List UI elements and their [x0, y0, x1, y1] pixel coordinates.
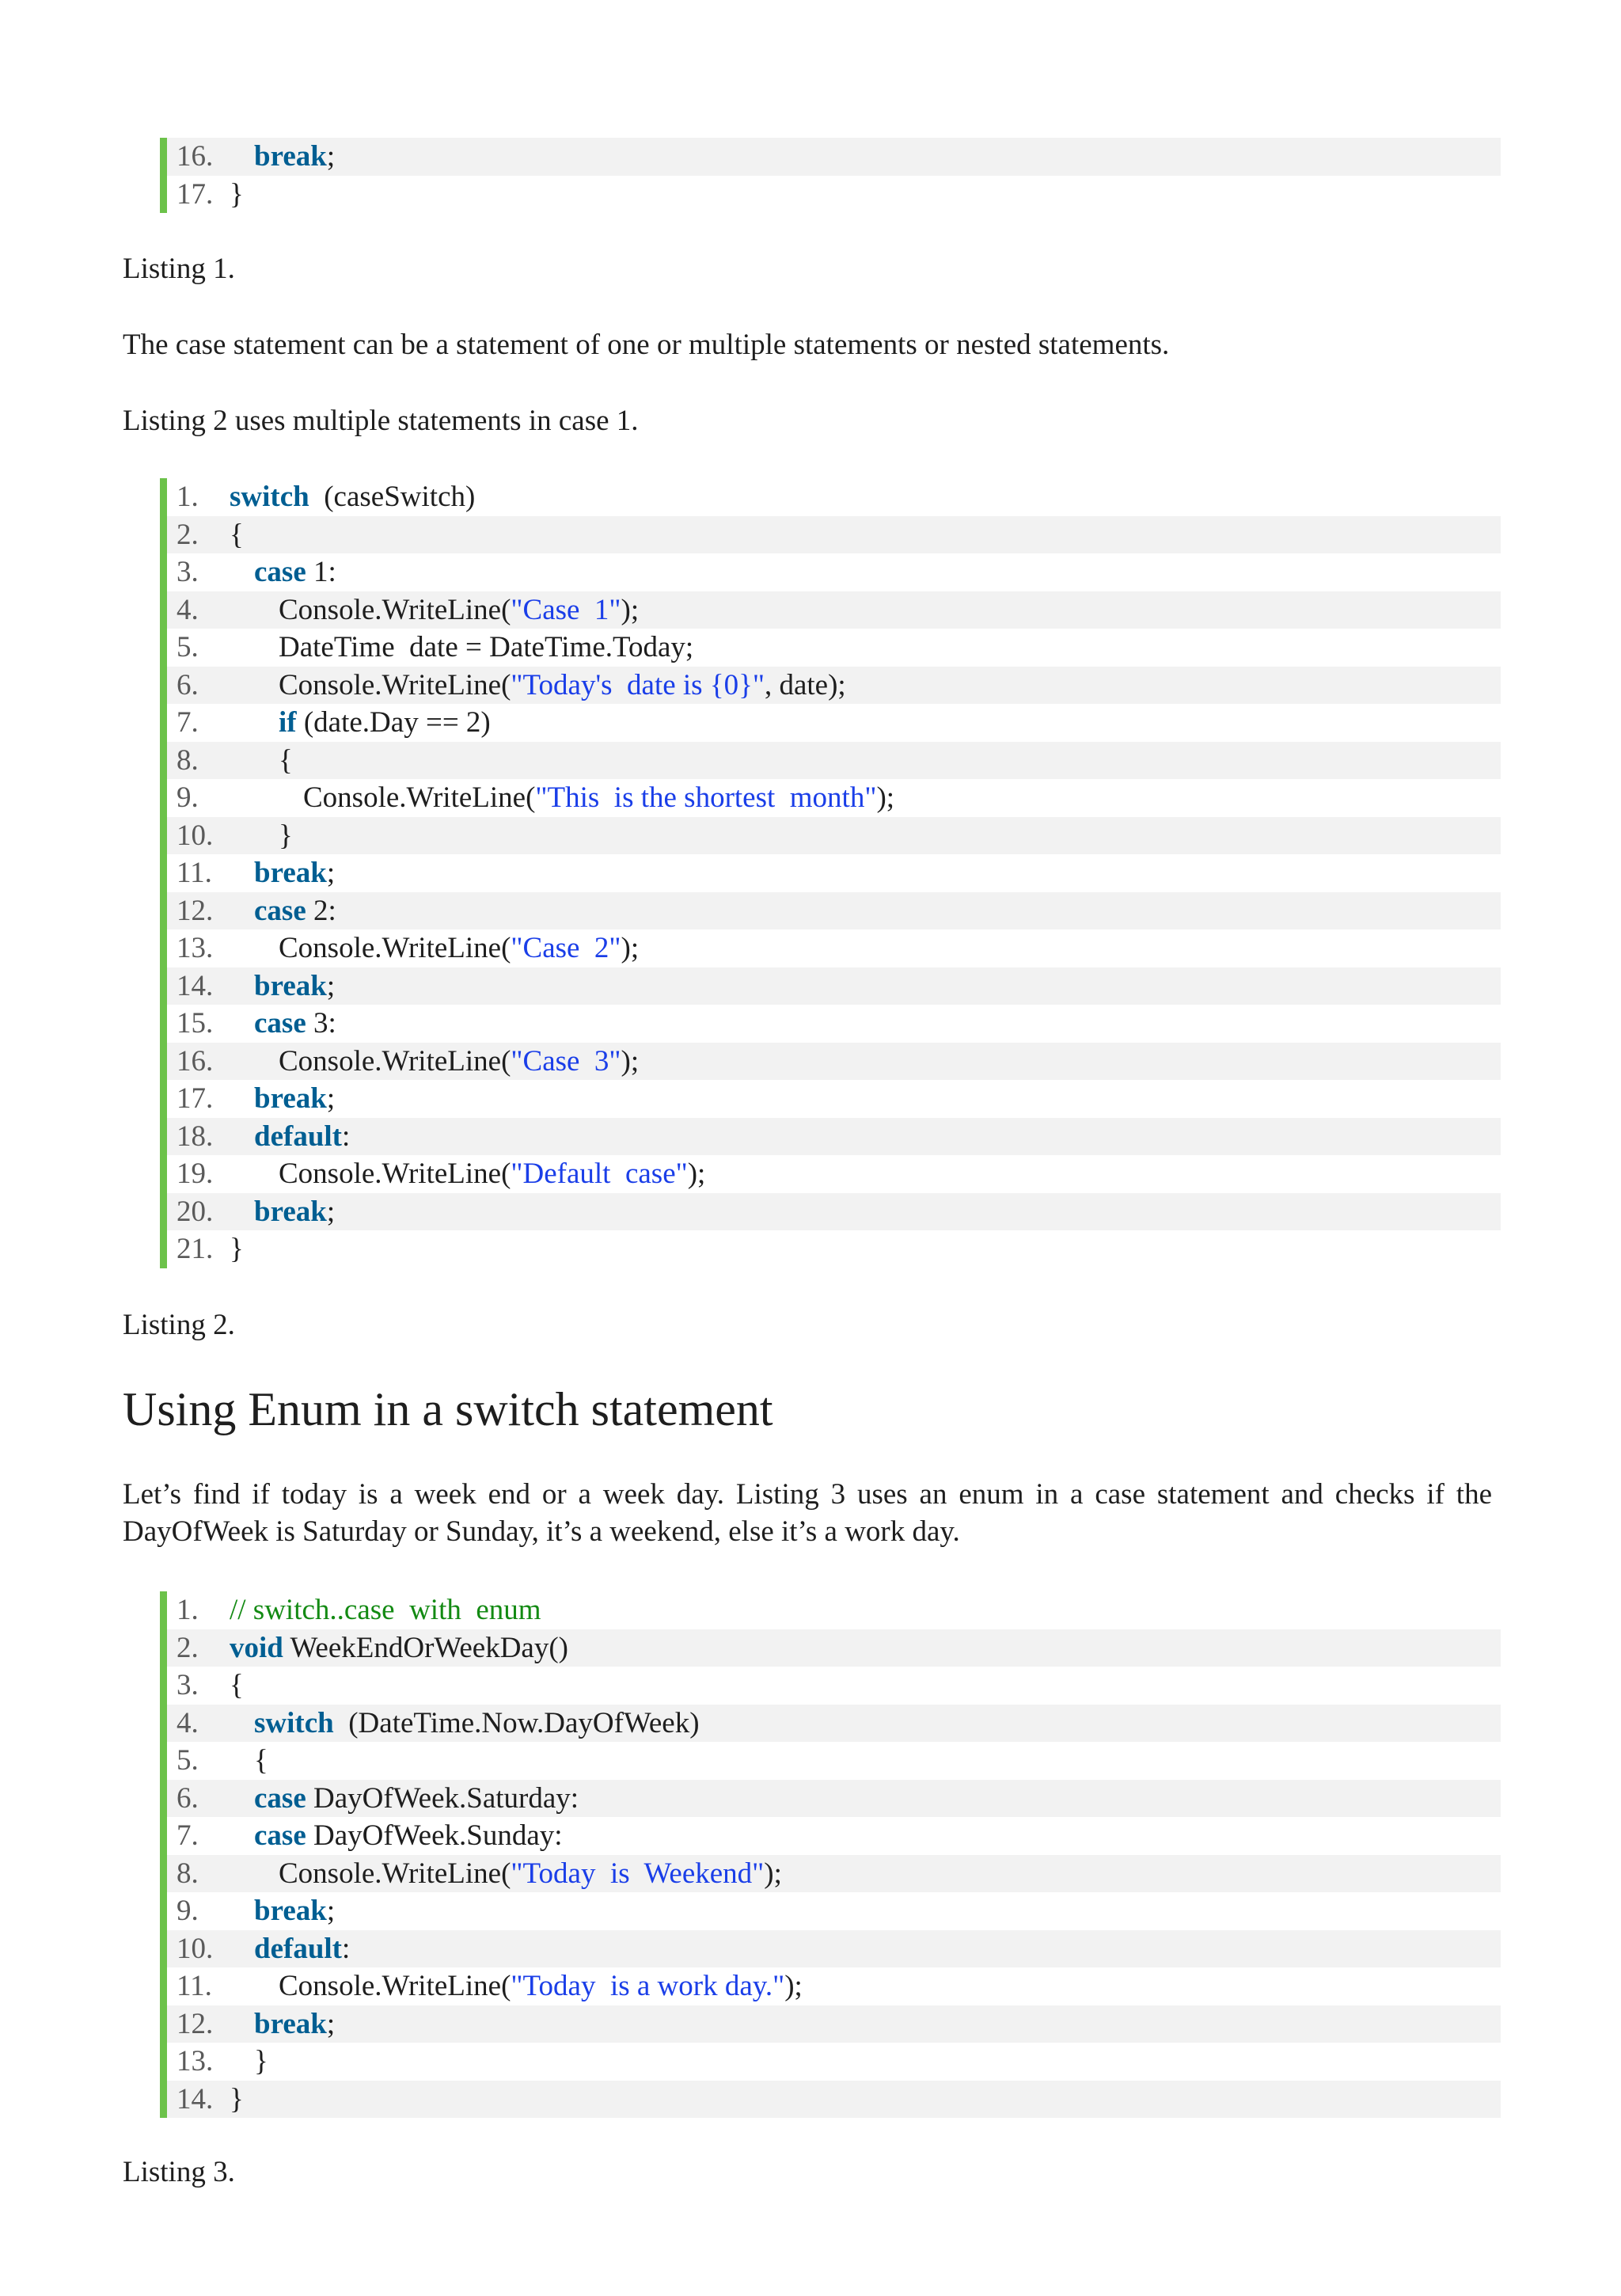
code-text	[230, 1970, 803, 2002]
line-number: 10.	[177, 1932, 214, 1965]
code-line	[167, 138, 1501, 176]
code-text	[230, 1857, 782, 1890]
code-text	[230, 1707, 700, 1739]
code-token: ;	[326, 1895, 336, 1927]
section-heading: Using Enum in a switch statement	[123, 1383, 773, 1435]
code-line	[167, 553, 1501, 591]
code-line	[167, 1118, 1501, 1156]
code-token: ;	[326, 1082, 336, 1115]
code-text	[230, 1007, 336, 1040]
code-line	[167, 176, 1501, 214]
code-token: }	[279, 819, 293, 852]
code-token: Console.WriteLine(	[279, 593, 511, 626]
code-token: {	[254, 1744, 268, 1777]
line-number: 6.	[177, 1781, 199, 1815]
line-number: 4.	[177, 1706, 199, 1739]
line-number: 14.	[177, 2082, 214, 2115]
code-string: "Case 2"	[511, 932, 621, 964]
code-keyword: case	[254, 1819, 306, 1852]
code-token: }	[230, 1233, 244, 1265]
code-token: 3:	[306, 1007, 336, 1040]
code-line	[167, 629, 1501, 667]
code-line	[167, 1155, 1501, 1193]
code-token: );	[764, 1857, 782, 1890]
code-token: (caseSwitch)	[309, 481, 476, 513]
line-number: 11.	[177, 857, 212, 889]
line-number: 20.	[177, 1195, 214, 1228]
code-listing-2	[160, 478, 1501, 1268]
code-text	[230, 140, 335, 173]
line-number: 13.	[177, 932, 214, 964]
line-number: 7.	[177, 706, 199, 739]
code-keyword: break	[254, 140, 327, 173]
code-line	[167, 1043, 1501, 1081]
code-string: "Today is Weekend"	[511, 1857, 765, 1890]
code-text	[230, 932, 639, 964]
code-text	[230, 631, 693, 663]
code-token: (date.Day == 2)	[296, 706, 491, 739]
line-number: 9.	[177, 1895, 199, 1927]
code-token: }	[230, 177, 244, 211]
code-string: "This is the shortest month"	[535, 781, 877, 814]
code-line	[167, 1705, 1501, 1743]
code-token: Console.WriteLine(	[303, 781, 536, 814]
code-line	[167, 667, 1501, 705]
code-text	[230, 1744, 268, 1777]
code-token: {	[230, 518, 244, 551]
code-text	[230, 2045, 268, 2077]
code-token: Console.WriteLine(	[279, 1857, 511, 1890]
line-number: 1.	[177, 481, 199, 513]
code-token: ;	[326, 857, 336, 889]
code-keyword: case	[254, 1007, 306, 1040]
code-string: "Case 1"	[511, 593, 621, 626]
code-line	[167, 2005, 1501, 2043]
line-number: 12.	[177, 2007, 214, 2040]
code-line	[167, 2081, 1501, 2119]
code-line	[167, 817, 1501, 855]
code-keyword: break	[254, 969, 327, 1002]
code-text	[230, 1594, 541, 1626]
listing-3-caption: Listing 3.	[123, 2156, 235, 2188]
code-line	[167, 1892, 1501, 1930]
code-line	[167, 1817, 1501, 1855]
code-keyword: break	[254, 1895, 327, 1927]
code-text	[230, 781, 894, 814]
code-text	[230, 1669, 244, 1701]
code-token: 1:	[306, 556, 336, 588]
code-line	[167, 967, 1501, 1005]
code-line	[167, 1967, 1501, 2005]
line-number: 7.	[177, 1819, 199, 1852]
code-line	[167, 1780, 1501, 1818]
paragraph-enum-intro: Let’s find if today is a week end or a week day. Listing 3 uses an enum in a case statement and checks if the DayOfWeek is Saturday or Sunday, it’s a weekend, else it’s a work day.	[123, 1478, 1492, 1548]
code-keyword: break	[254, 1195, 327, 1228]
code-text	[230, 2083, 244, 2115]
code-text	[230, 819, 293, 852]
paragraph-listing-2-intro: Listing 2 uses multiple statements in case 1.	[123, 405, 639, 437]
listing-1-caption: Listing 1.	[123, 253, 235, 285]
code-text	[230, 1895, 335, 1927]
code-line	[167, 478, 1501, 516]
code-text	[230, 1196, 335, 1228]
line-number: 12.	[177, 894, 214, 927]
code-token: DateTime date = DateTime.Today;	[279, 631, 694, 663]
code-line	[167, 1742, 1501, 1780]
code-listing-3	[160, 1591, 1501, 2118]
line-number: 2.	[177, 1631, 199, 1664]
code-text	[230, 706, 491, 739]
code-text	[230, 744, 293, 777]
code-line	[167, 779, 1501, 817]
code-line	[167, 742, 1501, 780]
code-line	[167, 1193, 1501, 1231]
code-token: WeekEndOrWeekDay()	[283, 1631, 568, 1664]
line-number: 17.	[177, 177, 214, 211]
code-line	[167, 591, 1501, 629]
code-token: Console.WriteLine(	[279, 668, 511, 701]
code-text	[230, 1632, 568, 1664]
code-text	[230, 1819, 563, 1852]
code-token: );	[687, 1158, 706, 1190]
code-token: DayOfWeek.Sunday:	[306, 1819, 563, 1852]
code-text	[230, 970, 335, 1002]
code-line	[167, 892, 1501, 930]
code-token: {	[279, 743, 293, 777]
code-text	[230, 481, 475, 513]
line-number: 21.	[177, 1233, 214, 1265]
line-number: 2.	[177, 518, 199, 551]
code-text	[230, 895, 336, 927]
code-comment: // switch..case with enum	[230, 1594, 541, 1626]
code-string: "Today's date is {0}"	[511, 668, 765, 701]
line-number: 1.	[177, 1594, 199, 1626]
code-token: ;	[326, 969, 336, 1002]
code-keyword: break	[254, 2007, 327, 2040]
code-line	[167, 704, 1501, 742]
code-text	[230, 1082, 335, 1115]
line-number: 8.	[177, 1857, 199, 1890]
code-token: {	[230, 1669, 244, 1701]
listing-2-caption: Listing 2.	[123, 1309, 235, 1341]
line-number: 15.	[177, 1007, 214, 1040]
code-text	[230, 594, 639, 626]
line-number: 8.	[177, 743, 199, 777]
code-token: );	[784, 1970, 803, 2002]
code-line	[167, 516, 1501, 554]
code-keyword: break	[254, 857, 327, 889]
code-line	[167, 854, 1501, 892]
code-line	[167, 1230, 1501, 1268]
code-token: ;	[326, 2007, 336, 2040]
code-line	[167, 1591, 1501, 1629]
line-number: 5.	[177, 631, 199, 663]
code-line	[167, 2043, 1501, 2081]
code-token: :	[342, 1119, 351, 1153]
code-string: "Today is a work day."	[511, 1970, 785, 2002]
line-number: 14.	[177, 969, 214, 1002]
line-number: 13.	[177, 2045, 214, 2077]
code-line	[167, 1930, 1501, 1968]
code-keyword: case	[254, 894, 306, 927]
code-keyword: void	[230, 1631, 283, 1664]
line-number: 3.	[177, 1669, 199, 1701]
code-text	[230, 178, 244, 211]
code-token: );	[621, 593, 640, 626]
line-number: 9.	[177, 781, 199, 814]
code-token: (DateTime.Now.DayOfWeek)	[333, 1706, 700, 1739]
line-number: 10.	[177, 819, 214, 852]
code-token: }	[230, 2082, 244, 2115]
code-line	[167, 1005, 1501, 1043]
line-number: 19.	[177, 1158, 214, 1190]
code-keyword: default	[254, 1932, 342, 1965]
line-number: 11.	[177, 1970, 212, 2002]
code-keyword: switch	[230, 481, 309, 513]
code-text	[230, 556, 336, 588]
line-number: 3.	[177, 556, 199, 588]
code-token: Console.WriteLine(	[279, 1970, 511, 2002]
code-keyword: case	[254, 1781, 306, 1815]
code-line	[167, 929, 1501, 967]
code-text	[230, 1045, 639, 1078]
code-text	[230, 2008, 335, 2040]
code-token: Console.WriteLine(	[279, 1044, 511, 1078]
code-text	[230, 1933, 350, 1965]
paragraph-case-statement: The case statement can be a statement of one or multiple statements or nested statements.	[123, 329, 1170, 361]
line-number: 17.	[177, 1082, 214, 1115]
code-listing-1-tail	[160, 138, 1501, 213]
code-text	[230, 1158, 705, 1190]
code-token: :	[342, 1932, 351, 1965]
code-keyword: switch	[254, 1706, 334, 1739]
code-string: "Default case"	[511, 1158, 688, 1190]
code-text	[230, 519, 244, 551]
code-token: ;	[326, 140, 336, 173]
code-keyword: case	[254, 556, 306, 588]
line-number: 18.	[177, 1119, 214, 1153]
code-keyword: default	[254, 1119, 342, 1153]
code-token: , date);	[764, 668, 846, 701]
code-line	[167, 1667, 1501, 1705]
code-keyword: if	[279, 706, 297, 739]
code-token: Console.WriteLine(	[279, 932, 511, 964]
code-text	[230, 1233, 244, 1265]
code-text	[230, 1120, 350, 1153]
line-number: 16.	[177, 140, 214, 173]
code-text	[230, 669, 846, 701]
code-token: ;	[326, 1195, 336, 1228]
code-line	[167, 1080, 1501, 1118]
code-text	[230, 1782, 579, 1815]
code-token: );	[876, 781, 895, 814]
code-token: Console.WriteLine(	[279, 1158, 511, 1190]
code-token: DayOfWeek.Saturday:	[306, 1781, 579, 1815]
code-token: );	[621, 932, 640, 964]
code-line	[167, 1855, 1501, 1893]
code-text	[230, 857, 335, 889]
code-token: );	[621, 1044, 640, 1078]
code-line	[167, 1629, 1501, 1667]
code-token: 2:	[306, 894, 336, 927]
code-token: }	[254, 2045, 268, 2077]
line-number: 5.	[177, 1744, 199, 1777]
code-string: "Case 3"	[511, 1044, 621, 1078]
code-keyword: break	[254, 1082, 327, 1115]
line-number: 4.	[177, 593, 199, 626]
line-number: 6.	[177, 668, 199, 701]
line-number: 16.	[177, 1044, 214, 1078]
